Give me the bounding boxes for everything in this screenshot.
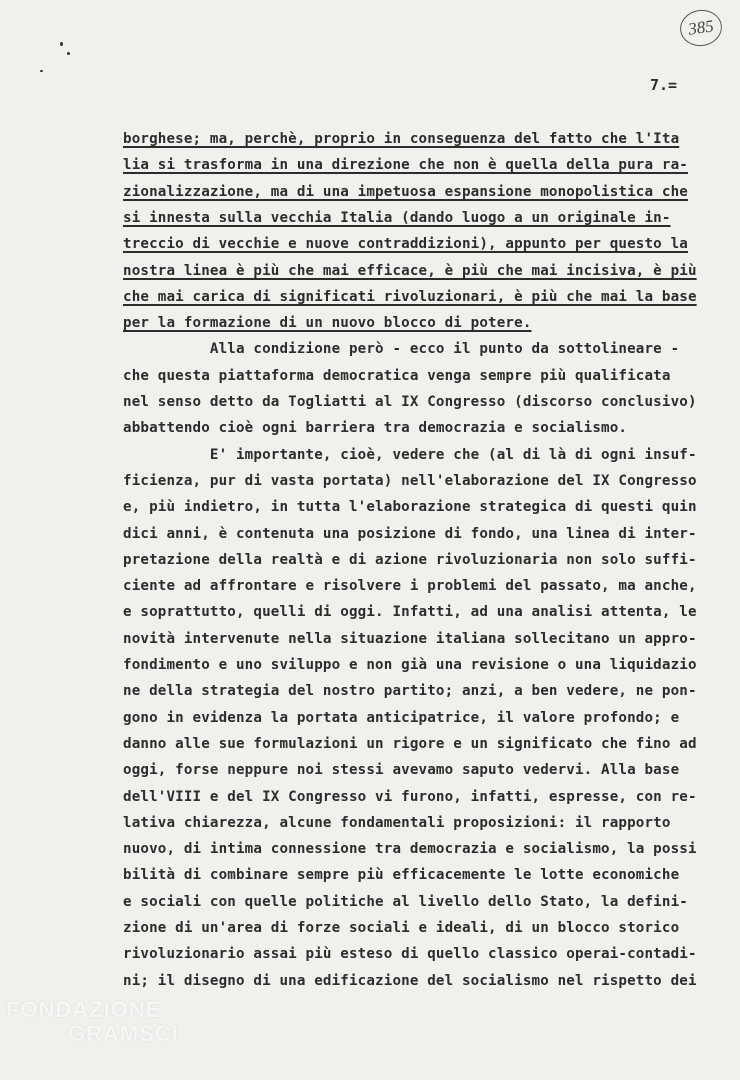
text-line: che questa piattaforma democratica venga sempre più qualificata [123,367,671,384]
text-line: danno alle sue formulazioni un rigore e un significato che fino ad [123,735,697,752]
text-line: e, più indietro, in tutta l'elaborazione strategica di questi quin [123,499,697,516]
text-line: ni; il disegno di una edificazione del socialismo nel rispetto dei [123,972,697,989]
watermark-logo [6,998,179,1046]
text-line: nel senso detto da Togliatti al IX Congresso (discorso conclusivo) [123,394,697,410]
text-line: zionalizzazione, ma di una impetuosa espansione monopolistica che [123,183,688,200]
text-line: lativa chiarezza, alcune fondamentali proposizioni: il rapporto [123,814,671,831]
text-line: dell'VIII e del IX Congresso vi furono, infatti, espresse, con re- [123,788,697,805]
text-line: borghese; ma, perchè, proprio in conseguenza del fatto che l'Ita [123,131,680,147]
text-line: fondimento e uno sviluppo e non già una revisione o una liquidazio [123,657,697,673]
text-line: gono in evidenza la portata anticipatrice, il valore profondo; e [123,709,680,726]
text-line: nuovo, di intima connessione tra democrazia e socialismo, la possi [123,841,697,858]
text-line: zione di un'area di forze sociali e ideali, di un blocco storico [123,920,680,936]
text-line: rivoluzionario assai più esteso di quello classico operai-contadi- [123,946,697,963]
text-line: abbattendo cioè ogni barriera tra democrazia e socialismo. [123,420,628,437]
watermark-line-2: GRAMSCI [68,1021,179,1046]
watermark-line-1: FONDAZIONE [6,997,162,1022]
text-line: Alla condizione però - ecco il punto da sottolineare - [123,341,680,358]
ink-speck [40,70,43,72]
text-line: nostra linea è più che mai efficace, è più che mai incisiva, è più [123,262,697,279]
text-line: per la formazione di un nuovo blocco di potere. [123,315,532,332]
archive-page-stamp: 385 [678,7,725,48]
text-line: che mai carica di significati rivoluzionari, è più che mai la base [123,288,697,305]
text-line: ne della strategia del nostro partito; anzi, a ben vedere, ne pon- [123,683,697,700]
text-line: bilità di combinare sempre più efficacemente le lotte economiche [123,867,680,884]
text-line: oggi, forse neppure noi stessi avevamo saputo vedervi. Alla base [123,762,680,779]
text-line: treccio di vecchie e nuove contraddizioni), appunto per questo la [123,236,688,253]
text-line: E' importante, cioè, vedere che (al di là di ogni insuf- [123,446,697,463]
page-number: 7.= [650,76,678,94]
text-line: pretazione della realtà e di azione rivoluzionaria non solo suffi- [123,551,697,568]
text-line: lia si trasforma in una direzione che non è quella della pura ra- [123,157,688,174]
text-line: e soprattutto, quelli di oggi. Infatti, ad una analisi attenta, le [123,604,697,621]
text-line: si innesta sulla vecchia Italia (dando luogo a un originale in- [123,209,671,226]
text-line: e sociali con quelle politiche al livello dello Stato, la defini- [123,893,688,910]
text-line: dici anni, è contenuta una posizione di fondo, una linea di inter- [123,525,697,542]
text-line: ciente ad affrontare e risolvere i problemi del passato, ma anche, [123,578,697,595]
text-line: ficienza, pur di vasta portata) nell'elaborazione del IX Congresso [123,472,697,489]
text-line: novità intervenute nella situazione italiana sollecitano un appro- [123,630,697,647]
ink-speck [67,52,70,55]
ink-speck [60,42,63,46]
